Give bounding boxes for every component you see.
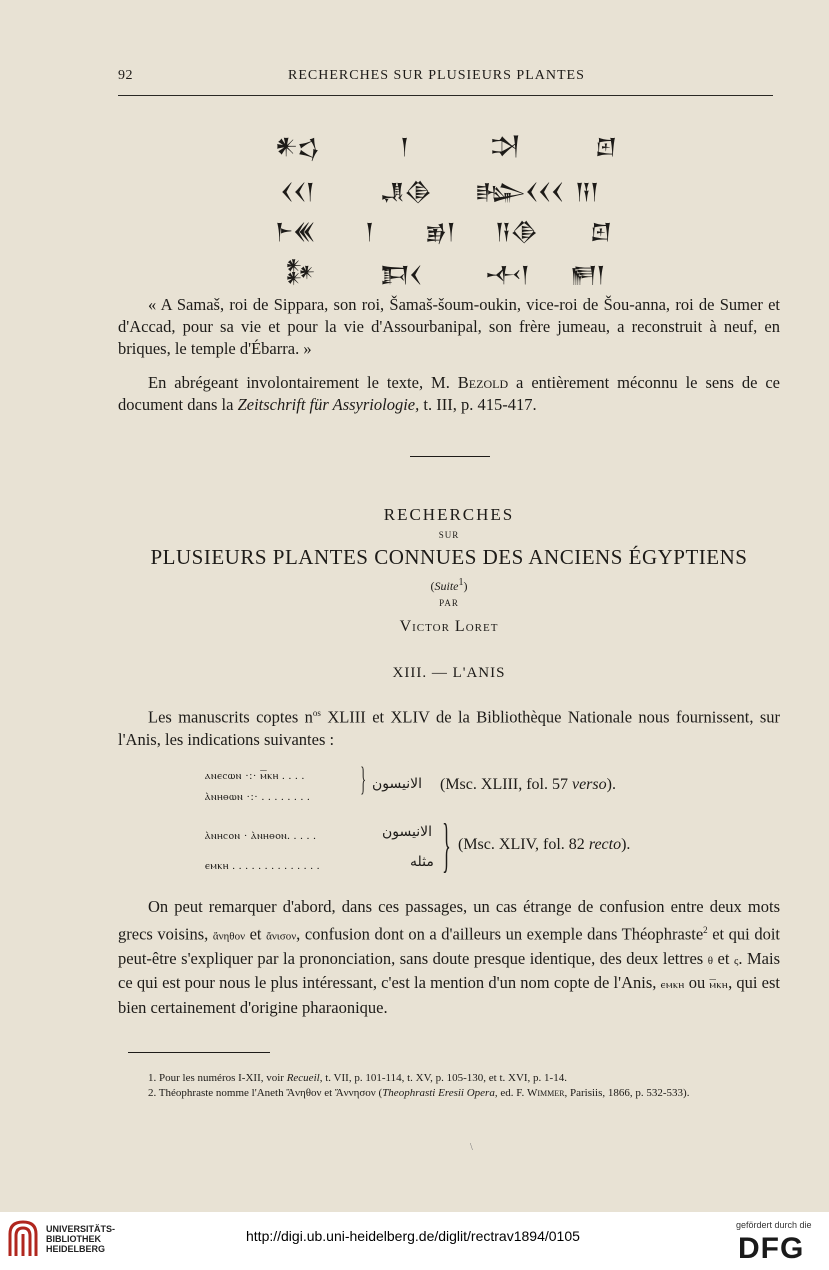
discussion-paragraph: On peut remarquer d'abord, dans ces passages, un cas étrange de confusion entre deux mots grecs voisins, ἄνηθον et ἄνισον, confusion dont on a d'ailleurs un exemple dans Théophraste$^2$ et qui doit peut-être s'expliquer par la prononciation, sans doute presque identique, des deux lettres θ et ς. Mais ce qui est pour nous le plus intéressant, c'est la mention d'un nom copte de l'Anis, ⲉⲙⲕⲏ ou ⲙ̅ⲕⲏ, qui est bien certainement d'origine pharaonique. bbox=[118, 897, 780, 1017]
cuneiform-sign: 𒈗𒌋𒌋𒌋 bbox=[475, 180, 564, 205]
footnote-2: 2. Théophraste nomme l'Aneth Ἄνηθον et Ἄννησον (Theophrasti Eresii Opera, ed. F. Wimmer, Parisiis, 1866, p. 532-533). bbox=[148, 1087, 690, 1099]
text: t. III, p. 415-417. bbox=[419, 395, 537, 414]
text: a entièrement méconnu le sens de ce document dans la bbox=[118, 373, 780, 414]
article-title-sur: SUR bbox=[438, 530, 460, 540]
cuneiform-sign: 𒀀𒆠 bbox=[495, 220, 538, 245]
scan-mark: \ bbox=[470, 1142, 473, 1153]
footnote-marker: 1 bbox=[458, 577, 464, 588]
university-library-logo-icon bbox=[8, 1220, 38, 1258]
page-number: 92 bbox=[118, 68, 133, 83]
section-heading: XIII. — L'ANIS bbox=[392, 665, 506, 681]
library-name: UNIVERSITÄTS- BIBLIOTHEK HEIDELBERG bbox=[46, 1224, 116, 1254]
cuneiform-sign: 𒁕𒌋 bbox=[380, 263, 422, 288]
dfg-logo: DFG bbox=[738, 1232, 805, 1265]
permalink-url[interactable]: http://digi.ub.uni-heidelberg.de/diglit/rectrav1894/0105 bbox=[246, 1228, 580, 1244]
suite-word: Suite bbox=[434, 579, 459, 593]
cuneiform-sign: 𒋫 bbox=[490, 135, 520, 160]
footnotes bbox=[118, 1071, 780, 1101]
arabic-term: الانيسون bbox=[382, 824, 432, 840]
cuneiform-row bbox=[275, 248, 630, 288]
footnote-1: 1. Pour les numéros I-XII, voir Recueil, t. VII, p. 101-114, t. XV, p. 105-130, et t. XVI, p. 1-14. bbox=[148, 1072, 567, 1084]
cuneiform-row bbox=[275, 165, 630, 205]
manuscript-reference: (Msc. XLIII, fol. 57 verso). bbox=[440, 776, 616, 793]
article-main-title: PLUSIEURS PLANTES CONNUES DES ANCIENS ÉGYPTIENS bbox=[150, 545, 748, 569]
quote-text: « A Samaš, roi de Sippara, son roi, Šamaš-šoum-oukin, vice-roi de Šou-anna, roi de Sumer et d'Accad, pour sa vie et pour la vie d'Assourbanipal, son frère jumeau, a reconstruit à neuf, en briques, le temple d'Ébarra. » bbox=[118, 295, 780, 358]
manuscript-reference: (Msc. XLIV, fol. 82 recto). bbox=[458, 836, 631, 853]
cuneiform-sign: 𒈨𒌍 bbox=[275, 220, 315, 245]
intro-paragraph: Les manuscrits coptes $n^{os}$ XLIII et XLIV de la Bibliothèque Nationale nous fournissent, sur l'Anis, les indications suivantes : bbox=[118, 707, 781, 749]
par-label: PAR bbox=[439, 598, 459, 608]
cuneiform-sign: 𒇻 bbox=[590, 220, 612, 245]
coptic-word: ⲙ̅ⲕⲏ bbox=[709, 979, 729, 991]
cuneiform-sign: 𒌋𒌋𒁹 bbox=[280, 180, 314, 205]
running-title: RECHERCHES SUR PLUSIEURS PLANTES bbox=[288, 68, 585, 83]
cuneiform-sign: 𒀀𒁹 bbox=[575, 180, 599, 205]
cuneiform-sign: 𒀯 bbox=[285, 263, 315, 288]
arabic-term: الانيسون bbox=[372, 776, 422, 792]
coptic-line: ⲁ̀ⲛⲏⲑⲱⲛ ·:· . . . . . . . . bbox=[205, 791, 311, 803]
brace: } bbox=[360, 761, 367, 798]
text: En abrégeant involontairement le texte, M. bbox=[148, 373, 458, 392]
author-name: Bezold bbox=[457, 373, 509, 392]
coptic-line: ⲁⲛⲉⲥⲱⲛ ·:· ⲙ̅ⲕⲏ . . . . bbox=[205, 770, 305, 782]
coptic-word: ⲉⲙⲕⲏ bbox=[660, 979, 685, 991]
cuneiform-row bbox=[275, 205, 630, 245]
suite-note: (Suite$^1$) bbox=[430, 577, 468, 593]
greek-word: ἄνηθον bbox=[212, 930, 246, 942]
cuneiform-sign: 𒁹 bbox=[365, 220, 374, 245]
arabic-term: مثله bbox=[410, 854, 434, 870]
article-title-1: RECHERCHES bbox=[383, 505, 515, 524]
cuneiform-sign: 𒁹 bbox=[400, 135, 409, 160]
journal-title: Zeitschrift für Assyriologie, bbox=[237, 395, 420, 414]
greek-word: ἄνισον bbox=[266, 930, 297, 942]
author: Victor Loret bbox=[399, 618, 499, 635]
footnote-marker: 2 bbox=[703, 924, 708, 935]
funded-by-label: gefördert durch die bbox=[736, 1220, 812, 1230]
section-separator bbox=[410, 456, 490, 457]
coptic-line: ⲁ̀ⲛⲏⲥⲟⲛ · ⲁ̀ⲛⲏⲑⲟⲛ. . . . . bbox=[205, 830, 317, 842]
commentary-paragraph bbox=[118, 372, 780, 416]
cuneiform-sign: 𒀭𒌓 bbox=[275, 135, 320, 160]
cuneiform-sign: 𒂗𒆠 bbox=[380, 180, 432, 205]
digitization-footer bbox=[0, 1212, 829, 1270]
coptic-line: ⲉⲙⲕⲏ . . . . . . . . . . . . . . bbox=[205, 860, 320, 872]
cuneiform-sign: 𒂊𒁹 bbox=[425, 220, 455, 245]
brace: } bbox=[442, 812, 451, 878]
cuneiform-sign: 𒂍𒁹 bbox=[570, 263, 605, 288]
cuneiform-row bbox=[275, 120, 630, 160]
header-rule bbox=[118, 95, 773, 96]
cuneiform-sign: 𒇻 bbox=[595, 135, 617, 160]
quote-paragraph bbox=[118, 294, 780, 360]
cuneiform-sign: 𒋾𒁹 bbox=[485, 263, 529, 288]
footnote-rule bbox=[128, 1052, 270, 1053]
